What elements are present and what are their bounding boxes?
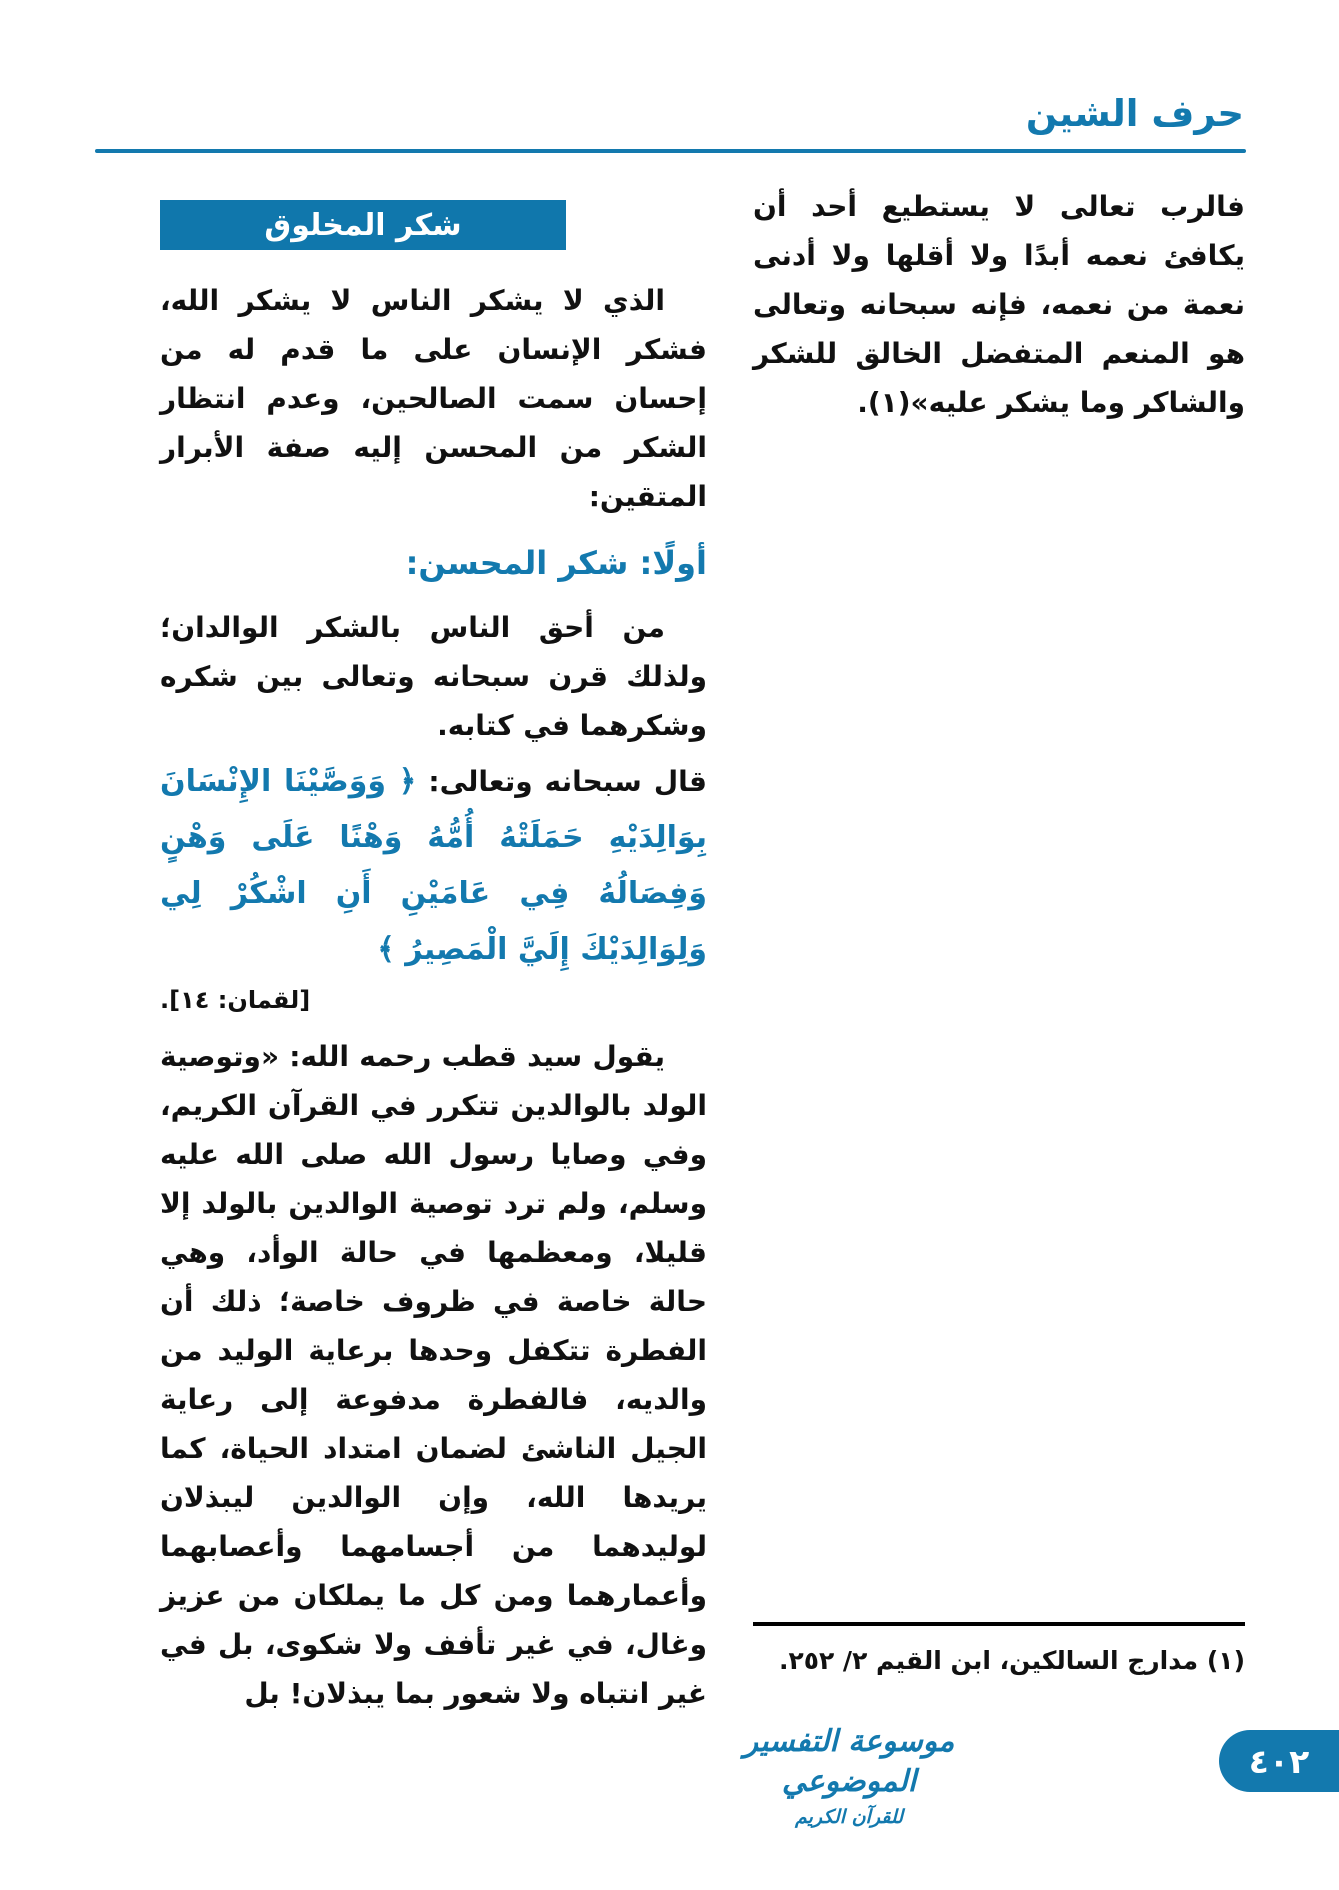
verse-paragraph xyxy=(160,754,707,978)
continuation-paragraph: فالرب تعالى لا يستطيع أحد أن يكافئ نعمه أبدًا ولا أقلها ولا أدنى نعمة من نعمه، فإنه سبحانه وتعالى هو المنعم المتفضل الخالق للشكر والشاكر وما يشكر عليه»(١). xyxy=(753,190,1245,419)
header-rule xyxy=(95,149,1246,153)
book-logo-subtitle: للقرآن الكريم xyxy=(795,1806,903,1828)
left-column xyxy=(160,182,707,1718)
paragraph-2: من أحق الناس بالشكر الوالدان؛ ولذلك قرن سبحانه وتعالى بين شكره وشكرهما في كتابه. xyxy=(160,611,707,742)
verse-intro: قال سبحانه وتعالى: xyxy=(416,765,707,798)
quran-verse: ﴿ وَوَصَّيْنَا الإِنْسَانَ بِوَالِدَيْهِ حَمَلَتْهُ أُمُّهُ وَهْنًا عَلَى وَهْنٍ وَفِصَالُهُ فِي عَامَيْنِ أَنِ اشْكُرْ لِي وَلِوَالِدَيْكَ إِلَيَّ الْمَصِيرُ ﴾ xyxy=(160,764,707,967)
page-content xyxy=(160,182,1245,1718)
verse-reference: [لقمان: ١٤]. xyxy=(160,986,311,1014)
right-column xyxy=(753,182,1245,427)
page-number-badge xyxy=(1219,1730,1339,1792)
subsection-heading: أولًا: شكر المحسن: xyxy=(405,544,707,582)
book-logo-title: موسوعة التفسير الموضوعي xyxy=(743,1724,955,1799)
section-heading-box xyxy=(160,200,566,250)
paragraph-1: الذي لا يشكر الناس لا يشكر الله، فشكر الإنسان على ما قدم له من إحسان سمت الصالحين، وعدم انتظار الشكر من المحسن إليه صفة الأبرار المتقين: xyxy=(160,284,707,513)
page-header-title: حرف الشين xyxy=(1025,92,1244,135)
book-logo xyxy=(719,1722,979,1832)
footnote-text: (١) مدارج السالكين، ابن القيم ٢/ ٢٥٢. xyxy=(778,1646,1245,1675)
section-heading-label: شكر المخلوق xyxy=(264,207,462,243)
footnote-block xyxy=(753,1622,1245,1682)
paragraph-3: يقول سيد قطب رحمه الله: «وتوصية الولد بالوالدين تتكرر في القرآن الكريم، وفي وصايا رسول الله صلى الله عليه وسلم، ولم ترد توصية الوالدين بالولد إلا قليلا، ومعظمها في حالة الوأد، وهي حالة خاصة في ظروف خاصة؛ ذلك أن الفطرة تتكفل وحدها برعاية الوليد من والديه، فالفطرة مدفوعة إلى رعاية الجيل الناشئ لضمان امتداد الحياة، كما يريدها الله، وإن الوالدين ليبذلان لوليدهما من أجسامهما وأعصابهما وأعمارهما ومن كل ما يملكان من عزيز وغال، في غير تأفف ولا شكوى، بل في غير انتباه ولا شعور بما يبذلان! بل xyxy=(160,1040,707,1710)
page-number: ٤٠٢ xyxy=(1248,1741,1310,1781)
